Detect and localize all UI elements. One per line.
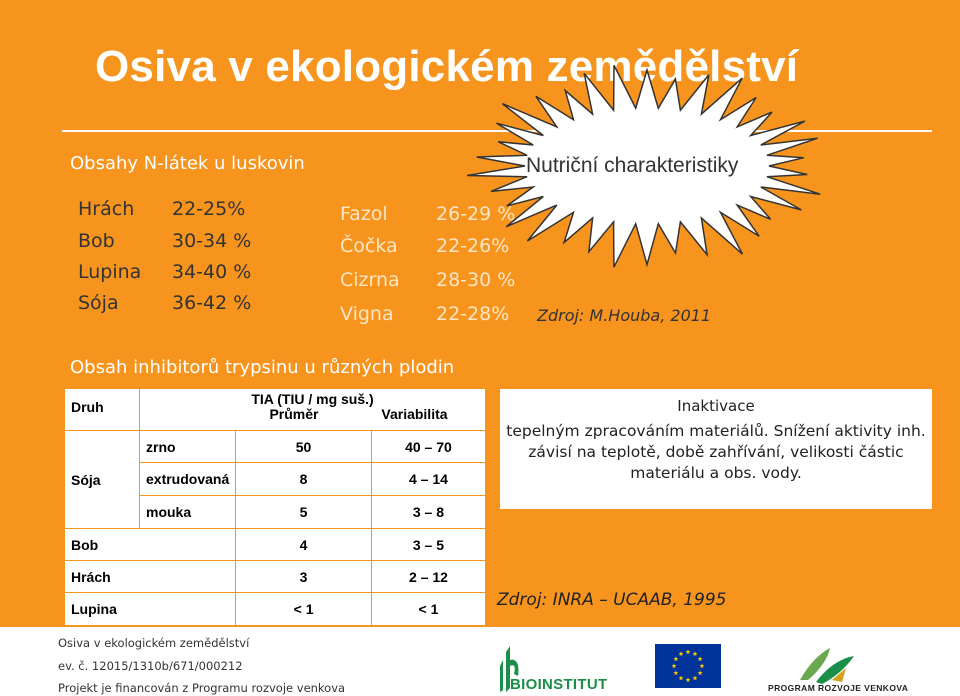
trypsin-heading: Obsah inhibitorů trypsinu u různých plodin	[70, 357, 455, 378]
list-item: Lupina 34-40 %	[78, 261, 252, 283]
table-cell: 8	[236, 463, 372, 496]
table-cell: 5	[236, 496, 372, 529]
starburst-label: Nutriční charakteristiky	[526, 154, 739, 177]
col-druh-header: Druh	[65, 389, 140, 431]
col-variabilita-header: Variabilita	[381, 406, 448, 422]
tia-unit-label: TIA (TIU / mg suš.)	[251, 391, 374, 407]
list-item: Bob 30-34 %	[78, 230, 252, 252]
prv-logo-text: PROGRAM ROZVOJE VENKOVA	[768, 683, 909, 693]
table-cell: 2 – 12	[371, 561, 485, 593]
list-item: Cizrna 28-30 %	[340, 269, 516, 291]
list-item: Čočka 22-26%	[340, 235, 510, 257]
table-cell: < 1	[371, 593, 485, 626]
list-item: Vigna 22-28%	[340, 303, 510, 325]
table-cell: extrudovaná	[140, 463, 236, 496]
trypsin-table	[64, 388, 486, 626]
table-cell: Bob	[65, 529, 236, 561]
table-cell: 3	[236, 561, 372, 593]
table-cell: 3 – 5	[371, 529, 485, 561]
col-prumer-header: Průměr	[269, 406, 319, 422]
list-item: Sója 36-42 %	[78, 292, 252, 314]
table-row	[65, 431, 486, 463]
page-title: Osiva v ekologickém zemědělství	[95, 42, 799, 91]
table-row	[65, 561, 486, 593]
table-cell: zrno	[140, 431, 236, 463]
table-row	[65, 593, 486, 626]
footer-funding: Projekt je financován z Programu rozvoje venkova	[58, 681, 346, 695]
inaktivace-box	[500, 389, 932, 509]
eu-flag-icon	[655, 644, 721, 688]
inaktivace-title: Inaktivace	[677, 397, 755, 415]
table-cell: 40 – 70	[371, 431, 485, 463]
table-cell: 4 – 14	[371, 463, 485, 496]
footer-reg-number: ev. č. 12015/1310b/671/000212	[58, 659, 243, 673]
table-cell: mouka	[140, 496, 236, 529]
table-row	[65, 529, 486, 561]
bioinstitut-logo-text: BIOINSTITUT	[510, 676, 608, 693]
source-citation: Zdroj: M.Houba, 2011	[537, 306, 712, 325]
soja-cell: Sója	[65, 431, 140, 529]
table-cell: 3 – 8	[371, 496, 485, 529]
table-header-row	[65, 389, 486, 431]
source-citation: Zdroj: INRA – UCAAB, 1995	[497, 590, 727, 610]
table-cell: Lupina	[65, 593, 236, 626]
table-cell: Hrách	[65, 561, 236, 593]
table-cell: 50	[236, 431, 372, 463]
footer-project-name: Osiva v ekologickém zemědělství	[58, 636, 250, 650]
list-item: Fazol 26-29 %	[340, 203, 516, 225]
list-item: Hrách 22-25%	[78, 198, 246, 220]
table-cell: 4	[236, 529, 372, 561]
col-tia-header	[140, 389, 486, 431]
nitrogen-heading: Obsahy N-látek u luskovin	[70, 153, 305, 174]
table-cell: < 1	[236, 593, 372, 626]
inaktivace-text: tepelným zpracováním materiálů. Snížení aktivity inh. závisí na teplotě, době zahřívání, velikosti částic materiálu a obs. vody.	[506, 422, 926, 482]
